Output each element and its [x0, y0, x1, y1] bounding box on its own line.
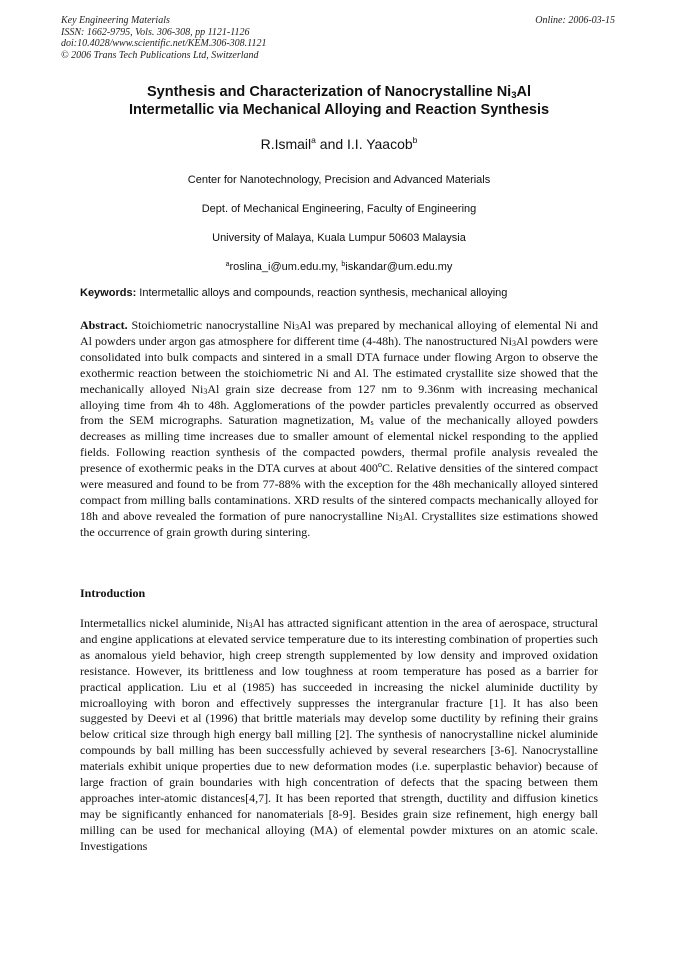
journal-copyright: © 2006 Trans Tech Publications Ltd, Switzerland [61, 49, 259, 61]
author-2: I.I. Yaacob [347, 136, 413, 152]
abstract-label: Abstract. [80, 318, 128, 332]
introduction-heading: Introduction [80, 586, 146, 600]
email-link-b[interactable]: iskandar@um.edu.my [345, 261, 453, 273]
introduction-paragraph: Intermetallics nickel aluminide, $Ni_3Al$ has attracted significant attention in the area of aerospace, structural and engine applications at elevated service temperature due to its interesting combination of properties such as anomalous yield behavior, high creep strength supplemented by low density and improved oxidation resistance. However, its brittleness and low toughness at room temperature has posed as a barrier for practical application. Liu et al (1985) has succeeded in increasing the nickel aluminide ductility by microalloying with boron and effectively suppresses the intergranular fracture [1]. It has also been suggested by Deevi et al (1996) that brittle materials may develop some ductility by refining their grains below critical size through high energy ball milling [2]. The synthesis of nanocrystalline nickel aluminide compounds by ball milling has been successfully achieved by several researchers [3-6]. Nanocrystalline materials exhibit unique properties due to new deformation modes (i.e. superplastic behavior) because of large fraction of grain boundaries with high concentration of defects that the spacing between them approaches inter-atomic distances[4,7]. It has been reported that strength, ductility and diffusion kinetics may be significantly enhanced for nanomaterials [8-9]. Besides grain size refinement, high energy ball milling can be used for mechanical alloying (MA) of elemental powder mixtures on an atomic scale. Investigations [80, 616, 598, 853]
abstract-paragraph: Abstract. Stoichiometric nanocrystalline $Ni_3Al$ was prepared by mechanical alloying of elemental Ni and Al powders under argon gas atmosphere for different time (4-48h). The nanostructured $Ni_3Al$ powders were consolidated into bulk compacts and sintered in a small DTA furnace under flowing Argon to observe the exothermic reaction between the stoichiometric Ni and Al. The estimated crystallite size showed that the mechanically alloyed $Ni_3Al$ grain size decrease from 127 nm to 9.36nm with increasing mechanical alloying time from 4h to 48h. Agglomerations of the powder particles prevalently occurred as observed from the SEM micrographs. Saturation magnetization, $M_s$ value of the mechanically alloyed powders decreases as milling time increases due to smaller amount of elemental nickel responding to the applied fields. Following reaction synthesis of the compacted powders, thermal profile analysis revealed the presence of exothermic peaks in the DTA curves at about 400$^o$C. Relative densities of the sintered compact were measured and found to be from 77-88% with the exception for the 48h mechanically alloyed sintered compact from milling balls contaminations. XRD results of the sintered compacts mechanically alloyed for 18h and above revealed the formation of pure nanocrystalline $Ni_3Al$. Crystallites size estimations showed the occurrence of grain growth during sintering. [80, 318, 599, 539]
journal-doi[interactable]: doi:10.4028/www.scientific.net/KEM.306-308.1121 [61, 38, 267, 49]
affiliation-line-2: Dept. of Mechanical Engineering, Faculty of Engineering [201, 203, 477, 215]
email-link-a[interactable]: roslina_i@um.edu.my, [229, 261, 342, 273]
journal-issn: ISSN: 1662-9795, Vols. 306-308, pp 1121-1126 [61, 26, 250, 38]
affiliation-line-1: Center for Nanotechnology, Precision and Advanced Materials [187, 174, 491, 186]
title-line-2: Intermetallic via Mechanical Alloying and Reaction Synthesis [128, 102, 550, 118]
title-line-1: Synthesis and Characterization of Nanocrystalline $Ni_3Al$ [146, 84, 531, 101]
keywords [80, 287, 600, 299]
author-list: R.Ismail$^a$ and I.I. Yaacob$^b$ [260, 135, 418, 152]
affiliation-line-3: University of Malaya, Kuala Lumpur 50603 Malaysia [212, 232, 466, 244]
author-emails: $^a$roslina_i@um.edu.my, $^b$iskandar@um.edu.my [225, 261, 453, 273]
online-date: Online: 2006-03-15 [535, 15, 615, 26]
keywords-text: Intermetallic alloys and compounds, reaction synthesis, mechanical alloying [136, 287, 508, 299]
keywords-label: Keywords: [80, 287, 137, 299]
paper-title [70, 83, 608, 119]
journal-name: Key Engineering Materials [61, 15, 170, 26]
journal-metadata [61, 15, 266, 61]
author-1: R.Ismail [260, 136, 312, 152]
